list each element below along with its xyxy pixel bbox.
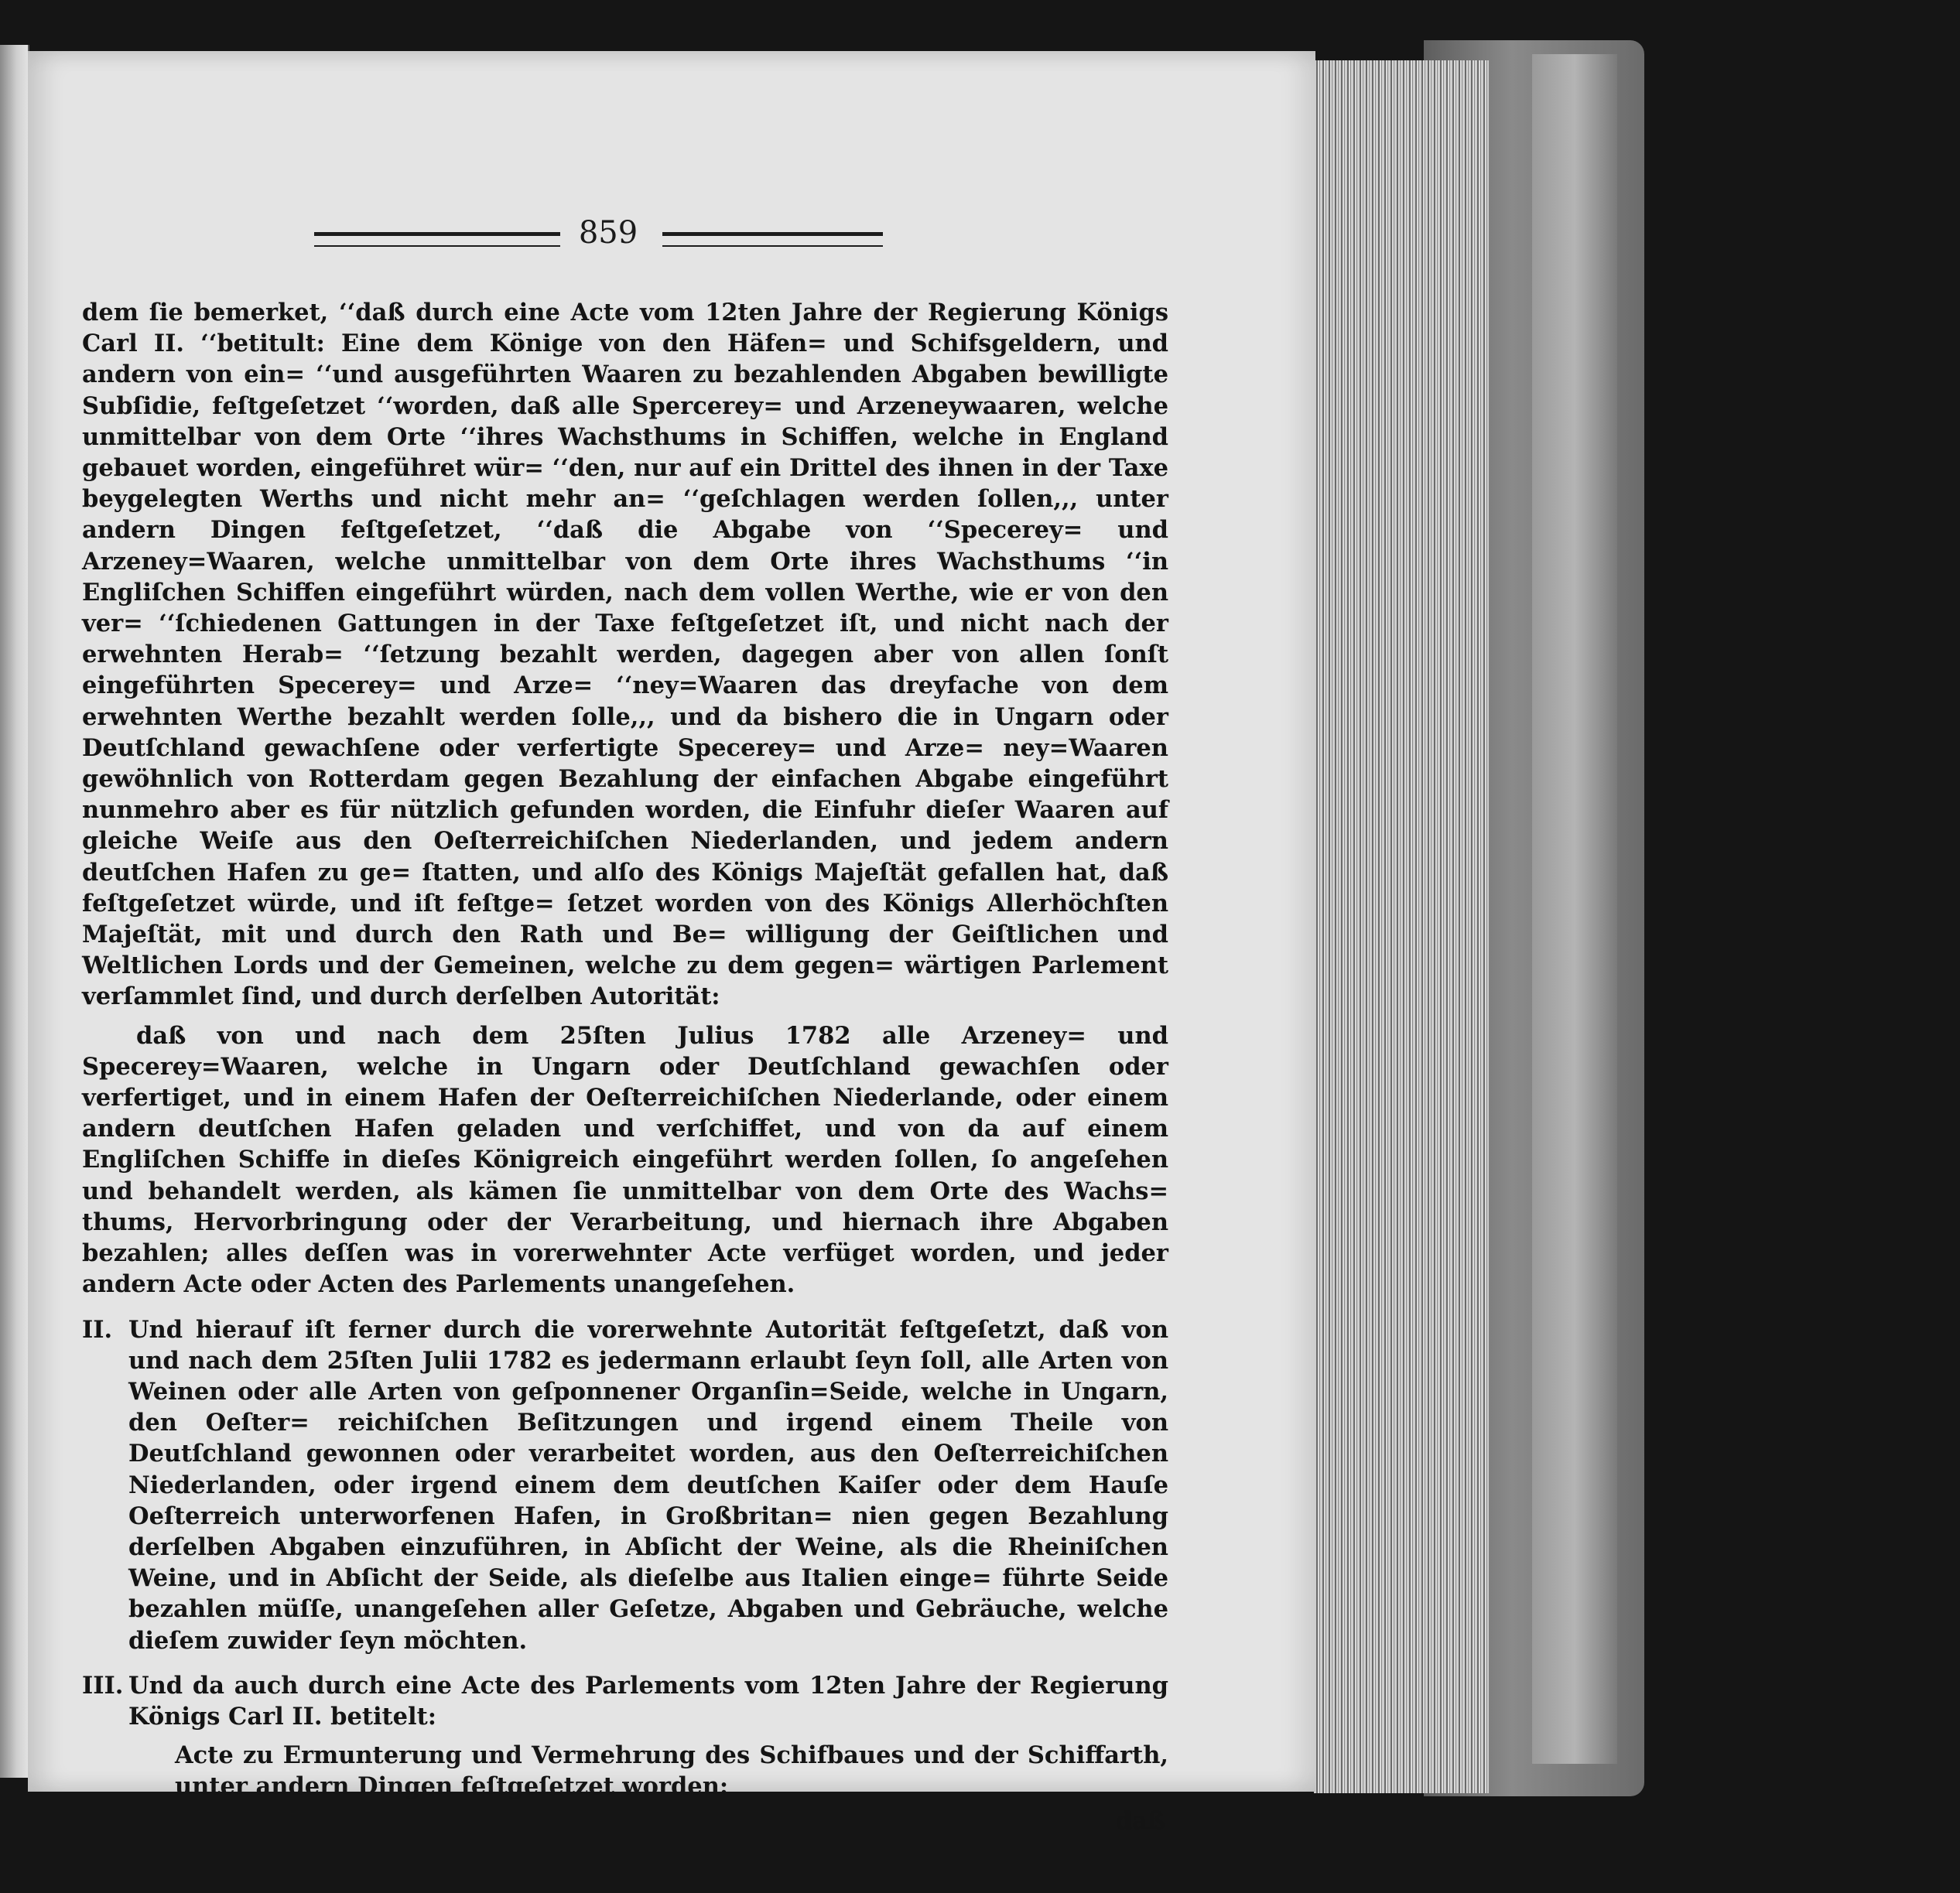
page-edges xyxy=(1314,60,1489,1793)
paragraph-enactment: daß von und nach dem 25ſten Julius 1782 alle Arzeney= und Specerey=Waaren, welche in Ungarn oder Deutſchland gewachſen oder verfertiget, und in einem Hafen der Oeſterreichiſchen Niederlande, oder einem andern deutſchen Hafen geladen und verſchiffet, und von da auf einem Engliſchen Schiffe in dieſes Königreich eingeführt werden ſollen, ſo angeſehen und behandelt werden, als kämen ſie unmittelbar von dem Orte des Wachs= thums, Hervorbringung oder der Verarbeitung, und hiernach ihre Abgaben bezahlen; alles deſſen was in vorerwehnter Acte verfüget worden, und jeder andern Acte oder Acten des Parlements unangeſehen. xyxy=(82,1021,1168,1299)
book-page xyxy=(28,51,1315,1835)
header-rule-right xyxy=(662,232,883,247)
section-iii-quoted-title: Acte zu Ermunterung und Vermehrung des Schifbaues und der Schiffarth, unter andern Dingen feſtgeſetzet worden: xyxy=(175,1741,1168,1801)
book-cover-edge xyxy=(1532,54,1617,1764)
page-body xyxy=(82,297,1168,1837)
page-number: 859 xyxy=(578,215,638,251)
section-iii-text: Und da auch durch eine Acte des Parlements vom 12ten Jahre der Regierung Königs Carl II. betitelt: xyxy=(128,1671,1168,1731)
section-ii-numeral: II. xyxy=(82,1315,113,1344)
previous-page-edge xyxy=(0,45,29,1778)
catchword: daß xyxy=(1115,1806,1165,1835)
header-rule-left xyxy=(314,232,560,247)
section-iii xyxy=(82,1670,1168,1732)
section-iii-numeral: III. xyxy=(82,1671,124,1700)
page-header xyxy=(283,214,925,260)
paragraph-preamble: dem ſie bemerket, ‘‘daß durch eine Acte vom 12ten Jahre der Regierung Königs Carl II. ‘‘betitult: Eine dem Könige von den Häfen= und Schifsgeldern, und andern von ein= ‘‘und ausgeführten Waaren zu bezahlenden Abgaben bewilligte Subſidie, feſtgeſetzet ‘‘worden, daß alle Spercerey= und Arzeneywaaren, welche unmittelbar von dem Orte ‘‘ihres Wachsthums in Schiffen, welche in England gebauet worden, eingeführet wür= ‘‘den, nur auf ein Drittel des ihnen in der Taxe beygelegten Werths und nicht mehr an= ‘‘geſchlagen werden ſollen,,, unter andern Dingen feſtgeſetzet, ‘‘daß die Abgabe von ‘‘Specerey= und Arzeney=Waaren, welche unmittelbar von dem Orte ihres Wachsthums ‘‘in Engliſchen Schiffen eingeführt würden, nach dem vollen Werthe, wie er von den ver= ‘‘ſchiedenen Gattungen in der Taxe feſtgeſetzet iſt, und nicht nach der erwehnten Herab= ‘‘ſetzung bezahlt werden, dagegen aber von allen ſonſt eingeführten Specerey= und Arze= ‘‘ney=Waaren das dreyfache von dem erwehnten Werthe bezahlt werden ſolle,,, und da bishero die in Ungarn oder Deutſchland gewachſene oder verfertigte Specerey= und Arze= ney=Waaren gewöhnlich von Rotterdam gegen Bezahlung der einfachen Abgabe eingeführt nunmehro aber es für nützlich gefunden worden, die Einfuhr dieſer Waaren auf gleiche Weiſe aus den Oeſterreichiſchen Niederlanden, und jedem andern deutſchen Hafen zu ge= ſtatten, und alſo des Königs Majeſtät gefallen hat, daß feſtgeſetzet würde, und iſt feſtge= ſetzet worden von des Königs Allerhöchſten Majeſtät, mit und durch den Rath und Be= willigung der Geiſtlichen und Weltlichen Lords und der Gemeinen, welche zu dem gegen= wärtigen Parlement verſammlet ſind, und durch derſelben Autorität: xyxy=(82,299,1168,1011)
section-ii-text: Und hierauf iſt ferner durch die vorerwehnte Autorität feſtgeſetzt, daß von und nach dem 25ſten Julii 1782 es jedermann erlaubt ſeyn ſoll, alle Arten von Weinen oder alle Arten von geſponnener Organſin=Seide, welche in Ungarn, den Oeſter= reichiſchen Beſitzungen und irgend einem Theile von Deutſchland gewonnen oder verarbeitet worden, aus den Oeſterreichiſchen Niederlanden, oder irgend einem dem deutſchen Kaiſer oder dem Hauſe Oeſterreich unterworfenen Hafen, in Großbritan= nien gegen Bezahlung derſelben Abgaben einzuführen, in Abſicht der Weine, als die Rheiniſchen Weine, und in Abſicht der Seide, als dieſelbe aus Italien einge= führte Seide bezahlen müſſe, unangeſehen aller Geſetze, Abgaben und Gebräuche, welche dieſem zuwider ſeyn möchten. xyxy=(128,1315,1168,1655)
section-ii xyxy=(82,1314,1168,1656)
